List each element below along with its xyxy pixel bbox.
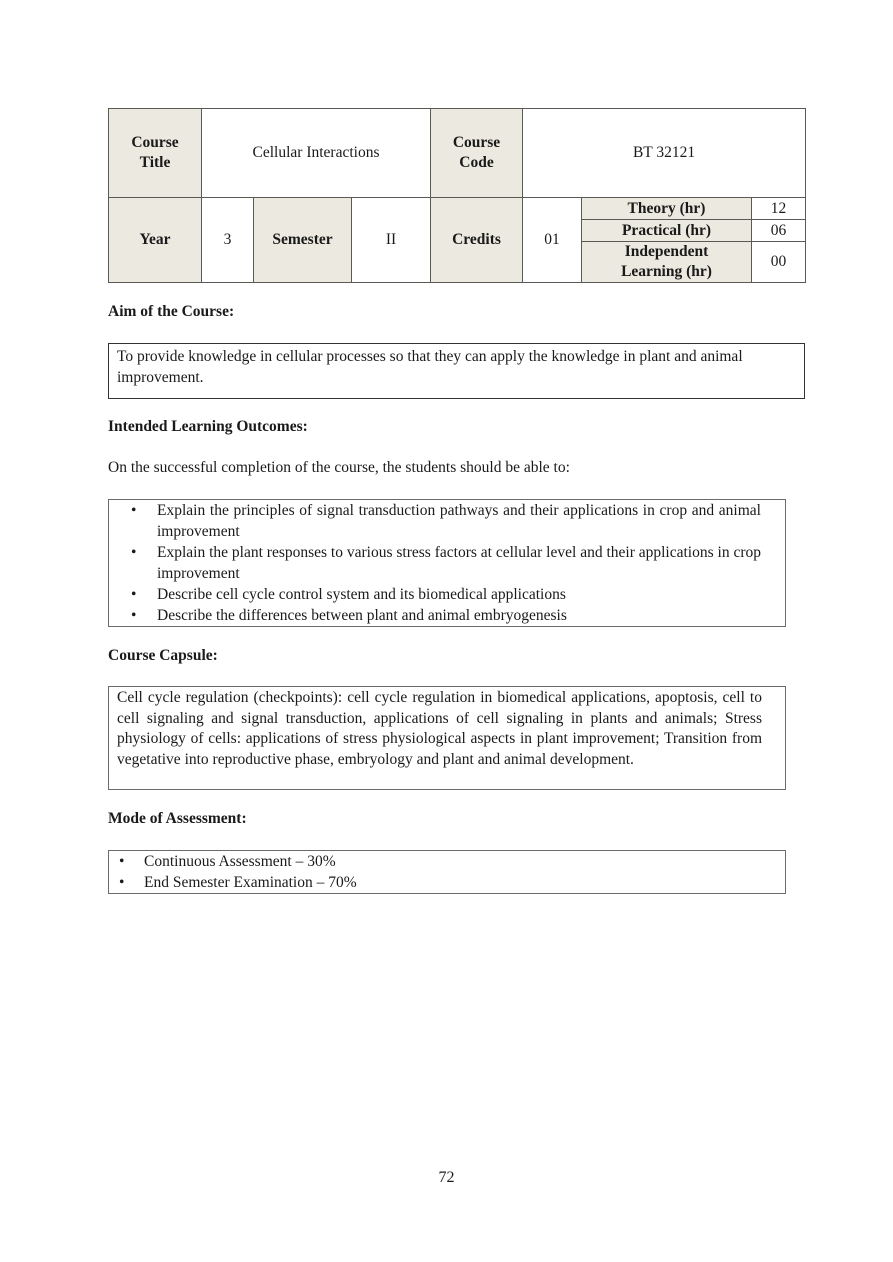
aim-text: To provide knowledge in cellular processes so that they can apply the knowledge in plant and animal improvement. — [117, 348, 743, 386]
assessment-list — [119, 851, 775, 893]
outcome-text: Explain the principles of signal transduction pathways and their applications in crop and animal improvement — [157, 502, 761, 540]
bullet-icon: • — [131, 502, 137, 519]
bullet-icon: • — [119, 874, 125, 891]
course-title-value: Cellular Interactions — [202, 109, 431, 198]
capsule-text: Cell cycle regulation (checkpoints): cell cycle regulation in biomedical applications, apoptosis, cell to cell signaling and signal transduction, applications of cell signaling in plants and animals; Stress physiology of cells: applications of stress physiological aspects in plant improvement; Transition from vegetative into reproductive phase, embryology and plant and animal development. — [117, 689, 762, 768]
capsule-heading: Course Capsule: — [108, 647, 218, 664]
outcome-item — [131, 500, 761, 542]
assessment-item — [119, 872, 775, 893]
course-code-label: Course Code — [431, 109, 523, 198]
aim-box — [108, 343, 805, 399]
outcome-text: Describe the differences between plant and animal embryogenesis — [157, 607, 567, 624]
course-code-value: BT 32121 — [523, 109, 806, 198]
assessment-heading: Mode of Assessment: — [108, 810, 247, 827]
year-value: 3 — [202, 198, 254, 283]
practical-hours-label: Practical (hr) — [582, 220, 752, 242]
outcomes-box — [108, 499, 786, 627]
capsule-box — [108, 686, 786, 790]
independent-learning-hours-label: Independent Learning (hr) — [582, 242, 752, 283]
theory-hours-value: 12 — [752, 198, 806, 220]
aim-heading: Aim of the Course: — [108, 303, 235, 320]
course-title-label: Course Title — [109, 109, 202, 198]
independent-learning-hours-value: 00 — [752, 242, 806, 283]
assessment-item — [119, 851, 775, 872]
page-number: 72 — [438, 1169, 455, 1186]
bullet-icon: • — [131, 586, 137, 603]
outcomes-heading: Intended Learning Outcomes: — [108, 418, 308, 435]
credits-value: 01 — [523, 198, 582, 283]
semester-label: Semester — [254, 198, 352, 283]
course-header-table-wrapper — [108, 108, 805, 283]
outcome-text: Describe cell cycle control system and its biomedical applications — [157, 586, 566, 603]
bullet-icon: • — [119, 853, 125, 870]
course-header-table — [108, 108, 806, 283]
year-label: Year — [109, 198, 202, 283]
outcome-item — [131, 605, 761, 626]
credits-label: Credits — [431, 198, 523, 283]
outcomes-list — [131, 500, 761, 626]
outcome-text: Explain the plant responses to various stress factors at cellular level and their applications in crop improvement — [157, 544, 761, 582]
assessment-text: Continuous Assessment – 30% — [144, 853, 336, 870]
assessment-text: End Semester Examination – 70% — [144, 874, 357, 891]
bullet-icon: • — [131, 544, 137, 561]
theory-hours-label: Theory (hr) — [582, 198, 752, 220]
practical-hours-value: 06 — [752, 220, 806, 242]
assessment-box — [108, 850, 786, 894]
outcome-item — [131, 584, 761, 605]
semester-value: II — [352, 198, 431, 283]
outcomes-intro: On the successful completion of the course, the students should be able to: — [108, 459, 570, 476]
outcome-item — [131, 542, 761, 584]
bullet-icon: • — [131, 607, 137, 624]
